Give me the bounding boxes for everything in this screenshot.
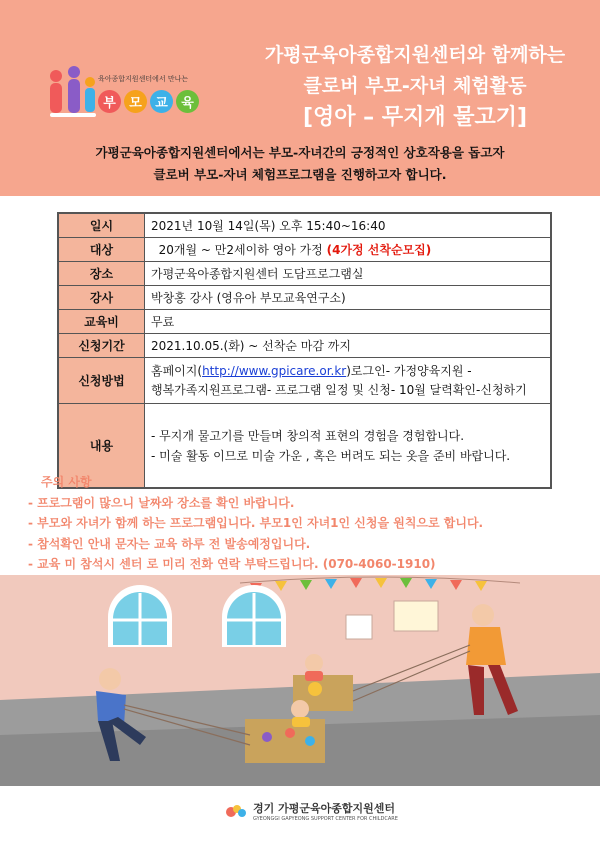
logo-tagline: 육아종합지원센터에서 만나는 (98, 75, 189, 83)
target-value (145, 238, 551, 262)
title-line-2: 클로버 부모-자녀 체험활동 (303, 75, 527, 97)
title-line-1: 가평군육아종합지원센터와 함께하는 (264, 44, 566, 66)
center-logo-icon (225, 803, 247, 819)
notice-heading: 주의 사항 (41, 475, 92, 489)
parent-education-logo (44, 60, 224, 130)
method-prefix: 홈페이지( (151, 363, 203, 378)
notice-item: - 부모와 자녀가 함께 하는 프로그램입니다. 부모1인 자녀1인 신청을 원칙으로 합니다. (28, 516, 484, 530)
notice-item: - 교육 미 참석시 센터 로 미리 전화 연락 부탁드립니다. (070-4060-1910) (28, 557, 436, 571)
header-banner (0, 0, 600, 196)
center-name: 경기 가평군육아종합지원센터 (253, 802, 395, 815)
family-figures-icon (44, 60, 104, 130)
window-left (108, 585, 172, 647)
family-play-illustration (0, 575, 600, 786)
method-label: 신청방법 (59, 358, 145, 404)
logo-badges (98, 90, 199, 113)
notice-item: - 프로그램이 많으니 날짜와 장소를 확인 바랍니다. (28, 495, 295, 510)
place-label: 장소 (59, 262, 145, 286)
content-line-1: - 무지개 물고기를 만들며 창의적 표현의 경험을 경험합니다. (151, 428, 465, 443)
fee-label: 교육비 (59, 310, 145, 334)
table-row (59, 334, 551, 358)
period-label: 신청기간 (59, 334, 145, 358)
method-suffix: )로그인- 가정양육지원 - (346, 363, 472, 378)
table-row (59, 262, 551, 286)
period-value: 2021.10.05.(화) ~ 선착순 마감 까지 (145, 334, 551, 358)
lecturer-value: 박창홍 강사 (영유아 부모교육연구소) (145, 286, 551, 310)
target-label: 대상 (59, 238, 145, 262)
page-title (230, 40, 600, 134)
window-right (222, 585, 286, 647)
target-highlight: (4가정 선착순모집) (326, 243, 432, 257)
method-value (145, 358, 551, 404)
table-row (59, 214, 551, 238)
table-row (59, 358, 551, 404)
table-row (59, 286, 551, 310)
logo-badge: 부 (98, 90, 121, 113)
intro-text (0, 142, 600, 186)
homepage-link[interactable]: http://www.gpicare.or.kr (202, 363, 347, 378)
table-row (59, 310, 551, 334)
center-name-english: GYEONGGI GAPYEONG SUPPORT CENTER FOR CHILDCARE (253, 816, 398, 822)
logo-badge: 모 (124, 90, 147, 113)
content-label: 내용 (59, 404, 145, 488)
content-line-2: - 미술 활동 이므로 미술 가운 , 혹은 버려도 되는 옷을 준비 바랍니다. (151, 448, 511, 463)
footer-text (253, 800, 398, 822)
date-value: 2021년 10월 14일(목) 오후 15:40~16:40 (145, 214, 551, 238)
intro-line-1: 가평군육아종합지원센터에서는 부모-자녀간의 긍정적인 상호작용을 돕고자 (95, 145, 505, 160)
logo-badge: 육 (176, 90, 199, 113)
logo-badge: 교 (150, 90, 173, 113)
table-row (59, 238, 551, 262)
lecturer-label: 강사 (59, 286, 145, 310)
intro-line-2: 클로버 부모-자녀 체험프로그램을 진행하고자 합니다. (153, 167, 447, 182)
date-label: 일시 (59, 214, 145, 238)
notice-item: - 참석확인 안내 문자는 교육 하루 전 발송예정입니다. (28, 536, 311, 551)
place-value: 가평군육아종합지원센터 도담프로그램실 (145, 262, 551, 286)
title-line-3: [영아 – 무지개 물고기] (302, 105, 528, 130)
program-info-table (57, 212, 552, 489)
notice-section (28, 472, 483, 575)
method-line-2: 행복가족지원프로그램- 프로그램 일정 및 신청- 10월 달력확인-신청하기 (151, 382, 527, 397)
fee-value: 무료 (145, 310, 551, 334)
target-text: 20개월 ~ 만2세이하 영아 가정 (158, 243, 323, 257)
footer (225, 800, 398, 822)
